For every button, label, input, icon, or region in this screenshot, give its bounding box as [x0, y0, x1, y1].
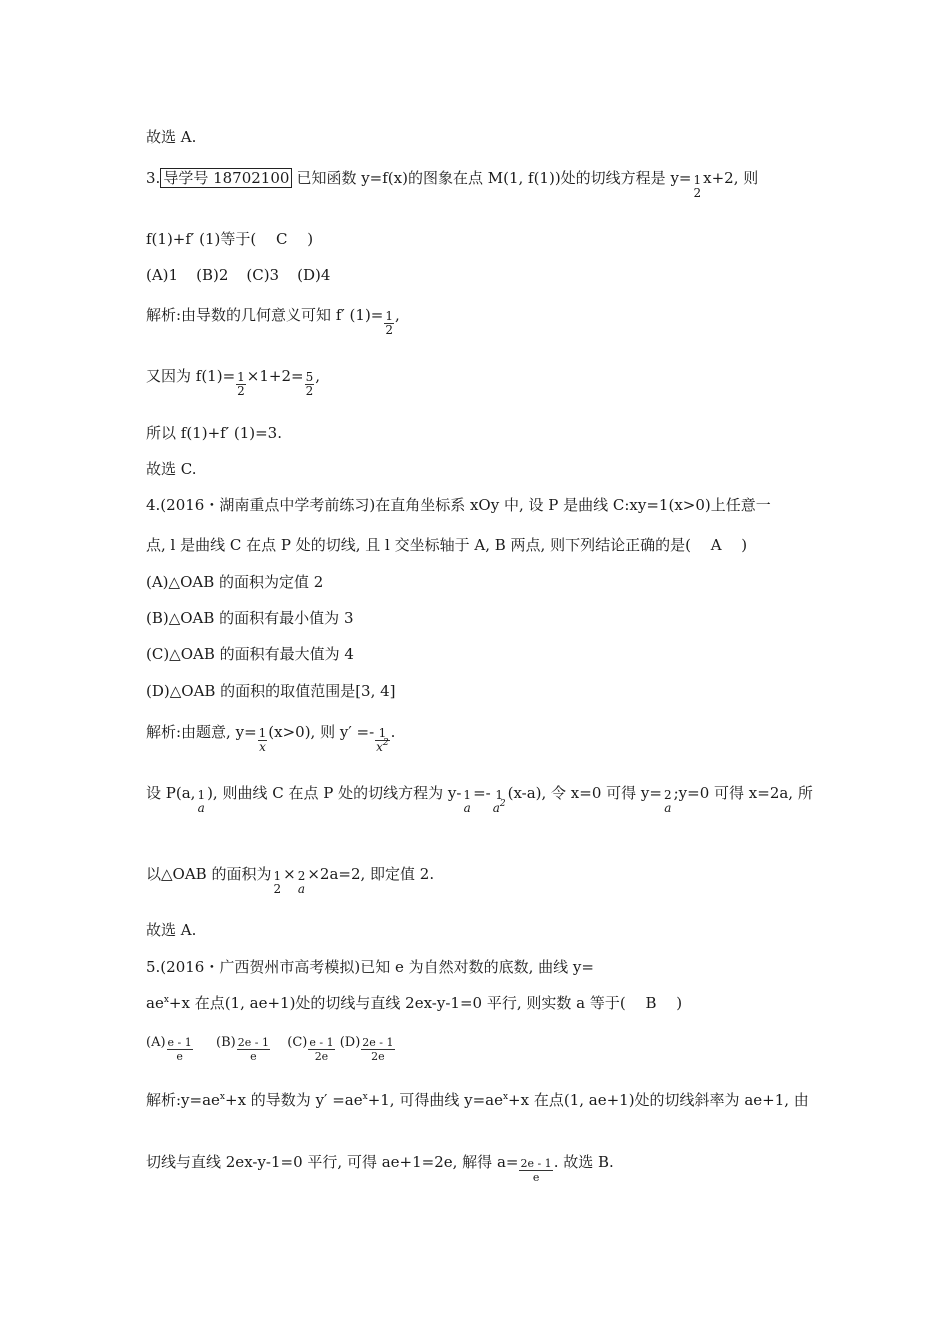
fraction: 2 a: [663, 788, 672, 815]
solution-line: 所以 f(1)+f′ (1)=3.: [146, 424, 282, 442]
solution-line: 切线与直线 2ex-y-1=0 平行, 可得 ae+1=2e, 解得 a= $\frac{2e - 1}{e}$ . 故选 B.: [146, 1153, 614, 1184]
answer-line: 故选 A.: [146, 128, 197, 146]
fraction: $\frac{1}{x^2}$: [376, 726, 389, 754]
fraction: $\frac{2e - 1}{e}$: [237, 1036, 269, 1063]
solution-line: 解析:由导数的几何意义可知 f′ (1)= $\frac{1}{2}$ ,: [146, 306, 400, 337]
question-4-stem: 4.(2016・湖南重点中学考前练习)在直角坐标系 xOy 中, 设 P 是曲线 C:xy=1(x>0)上任意一: [146, 496, 771, 514]
solution-line: 解析:由题意, y= $\frac{1}{x}$ (x>0), 则 y′ =- $\frac{1}{x^2}$ .: [146, 723, 396, 754]
fraction: $\frac{e - 1}{2e}$: [309, 1036, 334, 1063]
fraction: 1 a: [197, 788, 206, 815]
fraction: $\frac{5}{2}$: [305, 370, 314, 398]
solution-line: 又因为 f(1)= $\frac{1}{2}$ ×1+2= $\frac{5}{2}$ ,: [146, 367, 320, 398]
question-5-stem: 5.(2016・广西贺州市高考模拟)已知 e 为自然对数的底数, 曲线 y=: [146, 958, 594, 976]
fraction: $\frac{2e - 1}{e}$: [520, 1157, 552, 1184]
question-5-options: (A) $\frac{e - 1}{e}$ (B) $\frac{2e - 1}{e}$ (C) $\frac{e - 1}{2e}$ (D) $\frac{2e - 1}{2e}$: [146, 1035, 394, 1063]
solution-line: 以△OAB 的面积为 1 2 × 2 a ×2a=2, 即定值 2.: [146, 865, 435, 896]
fraction: $\frac{1}{2}$: [237, 370, 245, 398]
fraction: $\frac{e - 1}{e}$: [167, 1036, 192, 1063]
fraction: $\frac{1}{x}$: [258, 726, 267, 754]
guide-number-box: 导学号 18702100: [160, 168, 292, 188]
question-4-stem-cont: 点, l 是曲线 C 在点 P 处的切线, 且 l 交坐标轴于 A, B 两点, 则下列结论正确的是( A ): [146, 536, 748, 554]
question-5-stem-cont: $ae^x+x$ 在点(1, ae+1)处的切线与直线 2ex-y-1=0 平行, 则实数 a 等于( B ): [146, 994, 683, 1012]
solution-line: 解析$:y=ae^x+x$ 的导数为 $y' =ae^x+1$, 可得曲线 $y=ae^x+x$ 在点(1, ae+1)处的切线斜率为 ae+1, 由: [146, 1091, 809, 1109]
question-3-stem: 3. 导学号 18702100 已知函数 y=f(x)的图象在点 M(1, f(1))处的切线方程是 y= 1 2 x+2, 则: [146, 169, 759, 200]
option-c: (C)△OAB 的面积有最大值为 4: [146, 645, 354, 663]
fraction: $\frac{1}{2}$: [385, 309, 394, 337]
question-3-ask: f(1)+f′ (1)等于( C ): [146, 230, 314, 248]
fraction: 1 $a^2$: [492, 788, 506, 815]
fraction: 1 2: [273, 869, 282, 896]
fraction: $\frac{2e - 1}{2e}$: [362, 1036, 394, 1063]
answer-line: 故选 C.: [146, 460, 197, 478]
option-a: (A)△OAB 的面积为定值 2: [146, 573, 324, 591]
question-3-options: (A)1 (B)2 (C)3 (D)4: [146, 266, 331, 284]
fraction: 1 2: [693, 173, 702, 200]
option-d: (D)△OAB 的面积的取值范围是[3, 4]: [146, 682, 396, 700]
option-b: (B)△OAB 的面积有最小值为 3: [146, 609, 354, 627]
solution-line: 设 P(a, 1 a ), 则曲线 C 在点 P 处的切线方程为 y- 1 a =- 1 $a^2$ (x-a), 令 x=0 可得 y= 2 a ;y=0 可得 x=2a, 所: [146, 784, 813, 815]
fraction: 2 a: [297, 869, 306, 896]
fraction: 1 a: [463, 788, 472, 815]
answer-line: 故选 A.: [146, 921, 197, 939]
